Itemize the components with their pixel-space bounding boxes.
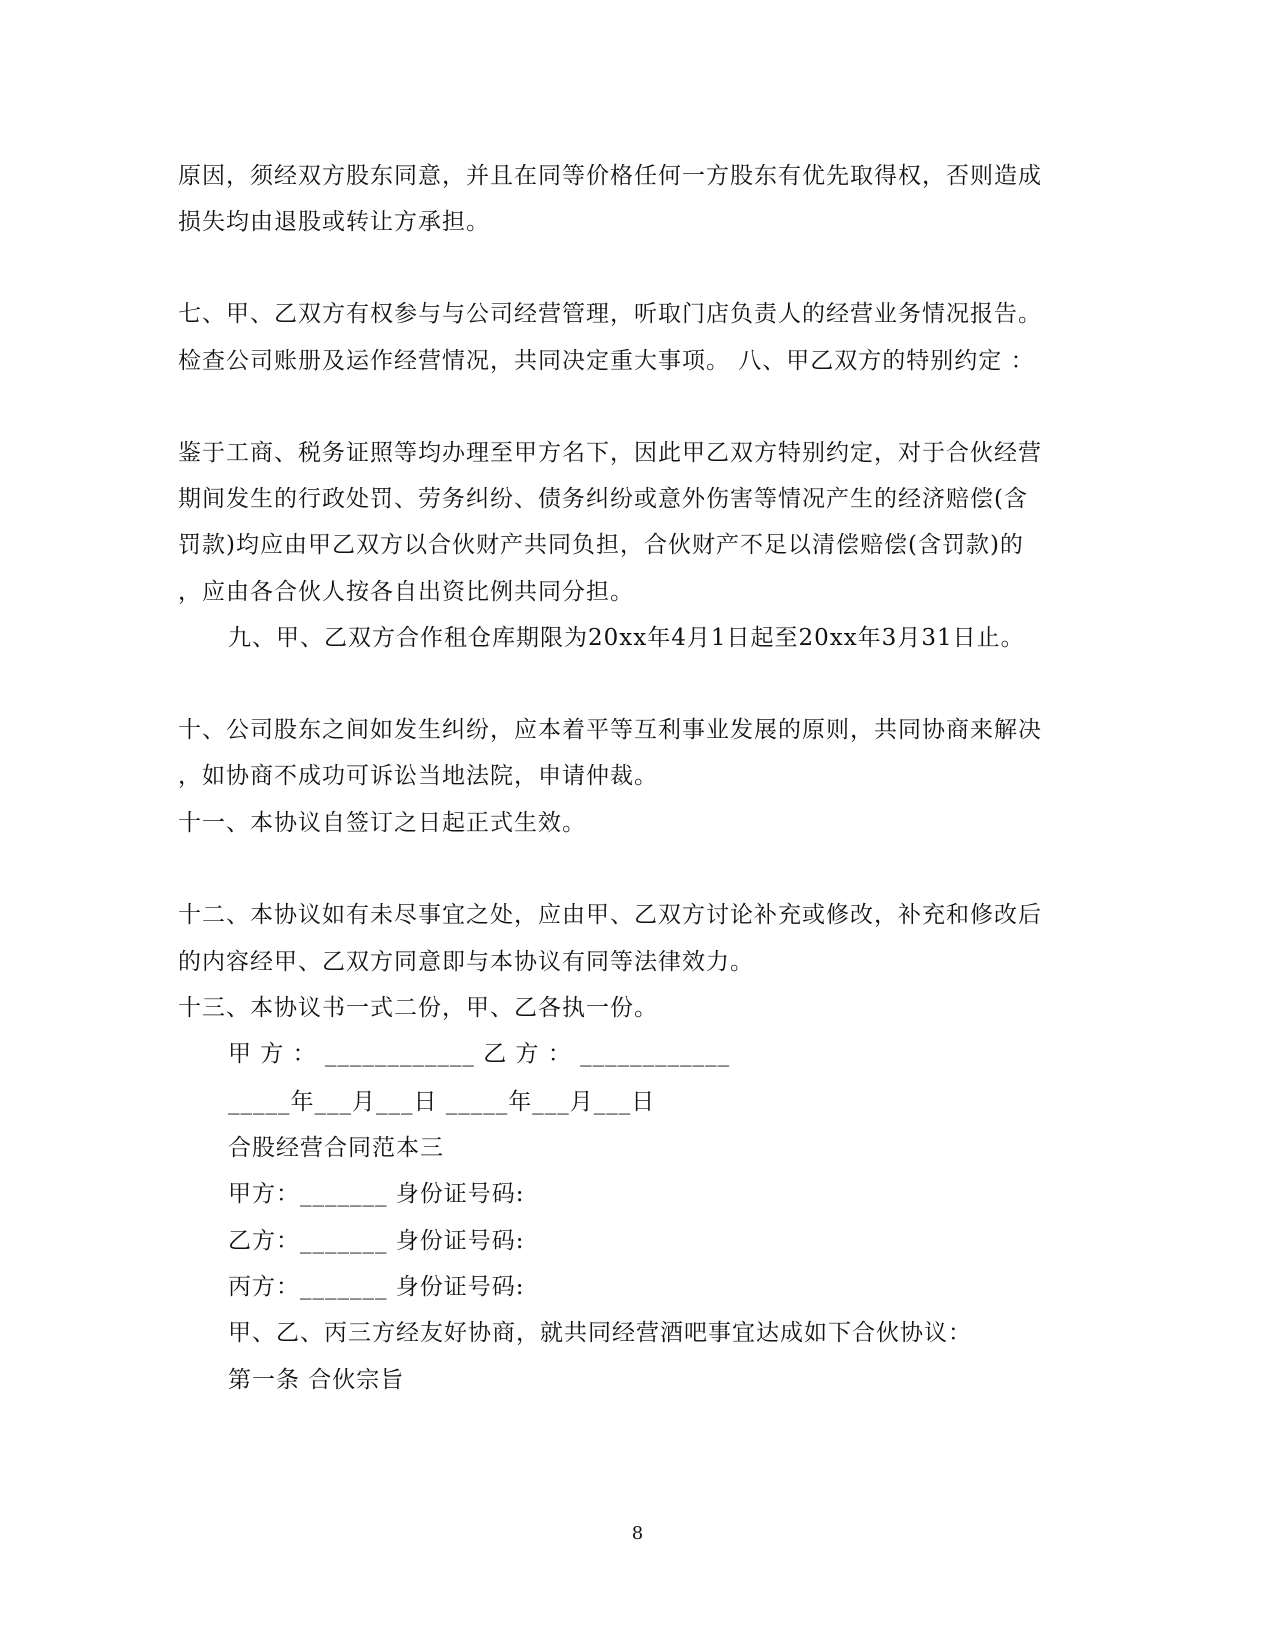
party-b-line: 乙方：_______ 身份证号码: — [228, 1228, 525, 1254]
paragraph-12-line-2: 的内容经甲、乙双方同意即与本协议有同等法律效力。 — [178, 949, 754, 975]
paragraph-8-line-1: 鉴于工商、税务证照等均办理至甲方名下，因此甲乙双方特别约定，对于合伙经营 — [178, 440, 1042, 466]
paragraph-8-line-4: ，应由各合伙人按各自出资比例共同分担。 — [178, 579, 634, 605]
paragraph-7-line-1: 七、甲、乙双方有权参与与公司经营管理，听取门店负责人的经营业务情况报告。 — [178, 301, 1042, 327]
party-c-line: 丙方：_______ 身份证号码: — [228, 1274, 525, 1300]
page-number: 8 — [631, 1523, 644, 1544]
paragraph-12-line-1: 十二、本协议如有未尽事宜之处，应由甲、乙双方讨论补充或修改，补充和修改后 — [178, 902, 1042, 928]
sample-3-title: 合股经营合同范本三 — [228, 1135, 444, 1161]
paragraph-10-line-2: ，如协商不成功可诉讼当地法院，申请仲裁。 — [178, 763, 658, 789]
paragraph-8-line-3: 罚款)均应由甲乙双方以合伙财产共同负担，合伙财产不足以清偿赔偿(含罚款)的 — [178, 532, 1024, 558]
paragraph-8-line-2: 期间发生的行政处罚、劳务纠纷、债务纠纷或意外伤害等情况产生的经济赔偿(含 — [178, 486, 1028, 512]
agreement-intro: 甲、乙、丙三方经友好协商，就共同经营酒吧事宜达成如下合伙协议： — [228, 1320, 972, 1346]
paragraph-7-line-2: 检查公司账册及运作经营情况，共同决定重大事项。 八、甲乙双方的特别约定 ： — [178, 348, 1035, 374]
paragraph-6-line-2: 损失均由退股或转让方承担。 — [178, 209, 490, 235]
signature-line: 甲 方 ： ____________ 乙 方 ： ____________ — [228, 1041, 731, 1067]
article-1-heading: 第一条 合伙宗旨 — [228, 1367, 405, 1393]
date-line: _____年___月___日 _____年___月___日 — [228, 1089, 656, 1115]
paragraph-6-line-1: 原因，须经双方股东同意，并且在同等价格任何一方股东有优先取得权，否则造成 — [178, 163, 1042, 189]
paragraph-13: 十三、本协议书一式二份，甲、乙各执一份。 — [178, 995, 658, 1021]
paragraph-9: 九、甲、乙双方合作租仓库期限为20xx年4月1日起至20xx年3月31日止。 — [228, 625, 1025, 651]
paragraph-10-line-1: 十、公司股东之间如发生纠纷，应本着平等互利事业发展的原则，共同协商来解决 — [178, 717, 1042, 743]
party-a-line: 甲方：_______ 身份证号码: — [228, 1181, 525, 1207]
paragraph-11: 十一、本协议自签订之日起正式生效。 — [178, 810, 586, 836]
